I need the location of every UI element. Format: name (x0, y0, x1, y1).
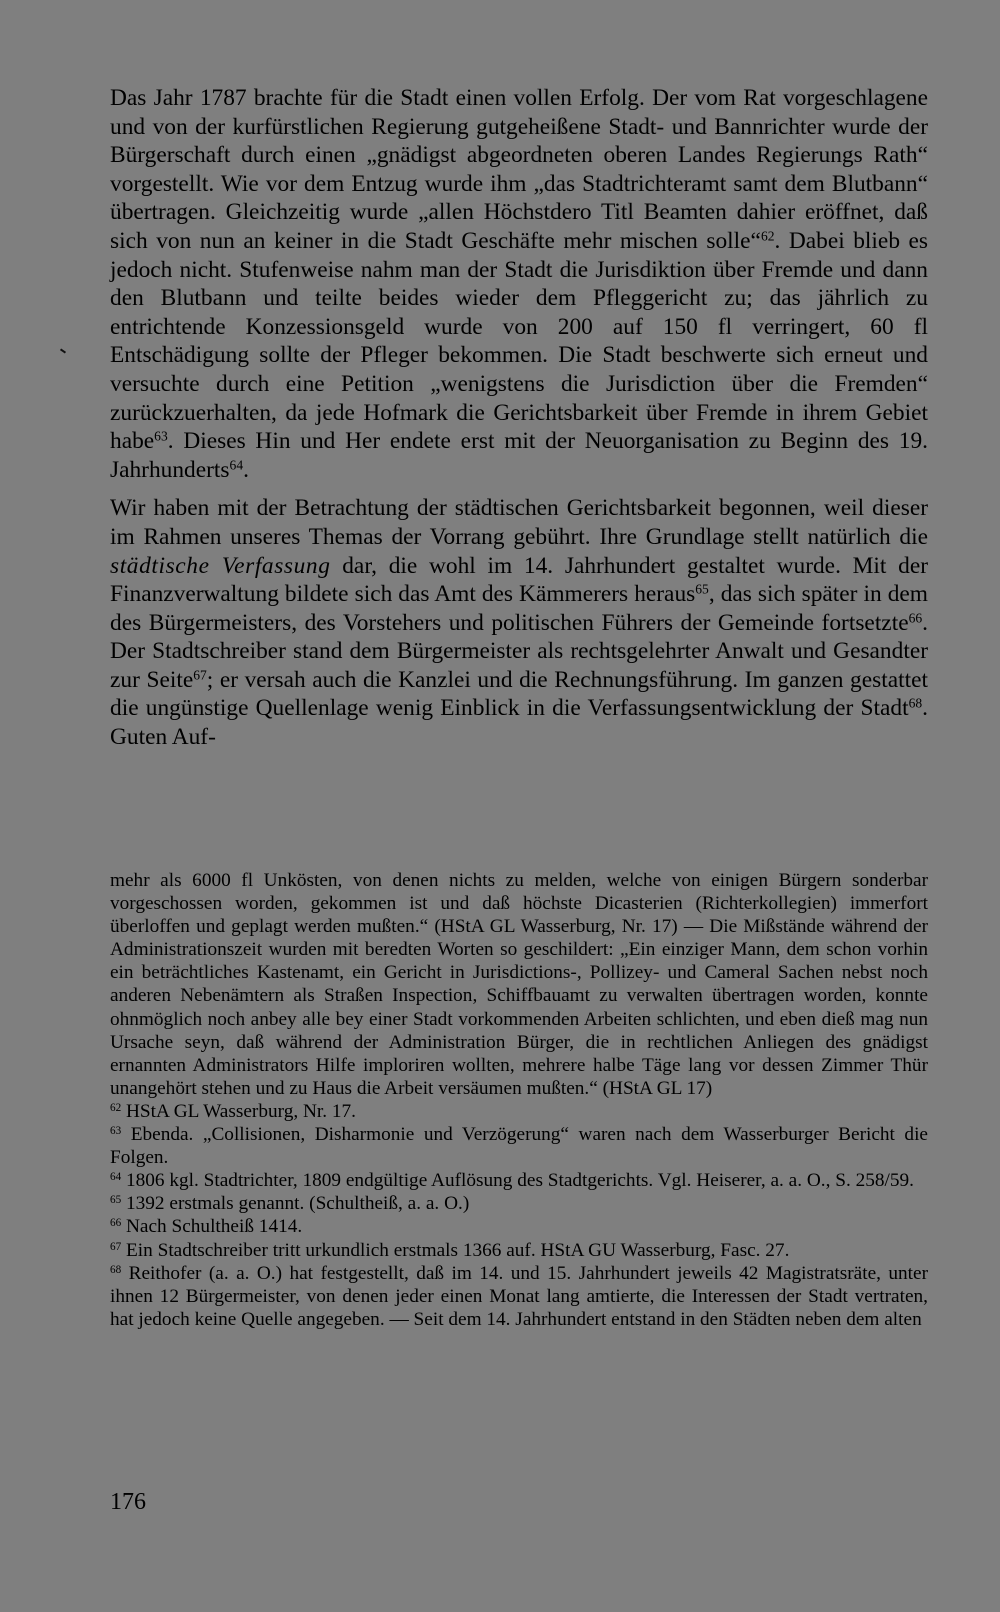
paragraph-2-text-b: dar, die wohl im 14. Jahrhundert gestaltet wurde. Mit der Finanzverwaltung bildete sich das Amt des Kämmerers heraus (110, 552, 928, 608)
paragraph-2-text-c: , das sich später in dem des Bürgermeisters, des Vorstehers und politischen Führers der Gemeinde fortsetzte (110, 581, 928, 636)
footnote-ref-68: 68 (908, 696, 923, 712)
paragraph-2-text-e: ; er versah auch die Kanzlei und die Rechnungsführung. Im ganzen gestattet die ungünstige Quellenlage wenig Einblick in die Verfassungsentwicklung der Stadt (110, 666, 928, 722)
footnote-64 (110, 1169, 928, 1192)
footnote-number: 66 (110, 1217, 122, 1230)
emphasis-staedtische-verfassung: städtische Verfassung (110, 552, 331, 579)
footnote-text: 1392 erstmals genannt. (Schultheiß, a. a. O.) (121, 1193, 470, 1215)
footnote-number: 62 (110, 1101, 122, 1114)
footnote-text: HStA GL Wasserburg, Nr. 17. (121, 1100, 357, 1122)
paragraph-1-text-b: . Dabei blieb es jedoch nicht. Stufenweise nahm man der Stadt die Jurisdiktion über Fremde und dann den Blutbann und teilte beides wieder dem Pfleggericht zu; das jährlich zu entrichtende Konzessionsgeld wurde von 200 auf 150 fl verringert, 60 fl Entschädigung sollte der Pfleger bekommen. Die Stadt beschwerte sich erneut und versuchte durch eine Petition „wenigstens die Jurisdiction über die Fremden“ zurückzuerhalten, da jede Hofmark die Gerichtsbarkeit über Fremde in ihrem Gebiet habe (110, 227, 929, 455)
paragraph-1-text-d: . (243, 456, 249, 483)
page-number: 176 (110, 1489, 146, 1515)
footnote-text: Reithofer (a. a. O.) hat festgestellt, daß im 14. und 15. Jahrhundert jeweils 42 Magistratsräte, unter ihnen 12 Bürgermeister, von denen jeder einen Monat lang amtierte, die Interessen der Stadt vertraten, hat jedoch keine Quelle angegeben. — Seit dem 14. Jahrhundert entstand in den Städten neben dem alten (110, 1262, 928, 1330)
stray-ink-mark (60, 348, 66, 353)
footnote-text: Ein Stadtschreiber tritt urkundlich erstmals 1366 auf. HStA GU Wasserburg, Fasc. 27. (121, 1239, 790, 1261)
footnote-67 (110, 1239, 928, 1262)
paragraph-2-text-d: . Der Stadtschreiber stand dem Bürgermeister als rechtsgelehrter Anwalt und Gesandter zur Seite (110, 609, 928, 693)
footnote-number: 63 (110, 1124, 122, 1137)
footnote-63 (110, 1123, 928, 1169)
footnote-number: 65 (110, 1194, 122, 1207)
footnote-ref-64: 64 (229, 457, 244, 473)
footnote-text: Nach Schultheiß 1414. (121, 1216, 303, 1238)
paragraph-2-text-f: . Guten Auf- (110, 695, 928, 751)
paragraph-1 (110, 84, 928, 484)
footnote-66 (110, 1215, 928, 1238)
paragraph-1-text-a: Das Jahr 1787 brachte für die Stadt einen vollen Erfolg. Der vom Rat vorgeschlagene und von der kurfürstlichen Regierung gutgeheißene Stadt- und Bannrichter wurde der Bürgerschaft durch einen „gnädigst abgeordneten oberen Landes Regierungs Rath“ vorgestellt. Wie vor dem Entzug wurde ihm „das Stadtrichteramt samt dem Blutbann“ übertragen. Gleichzeitig wurde „allen Höchstdero Titl Beamten dahier eröffnet, daß sich von nun an keiner in die Stadt Geschäfte mehr mischen solle“ (110, 85, 928, 254)
paragraph-2 (110, 494, 928, 751)
footnote-ref-65: 65 (695, 581, 709, 597)
footnote-ref-63: 63 (154, 428, 168, 444)
footnotes (110, 869, 928, 1331)
footnote-text: 1806 kgl. Stadtrichter, 1809 endgültige Auflösung des Stadtgerichts. Vgl. Heiserer, a. a. O., S. 258/59. (121, 1170, 914, 1192)
footnote-65 (110, 1192, 928, 1215)
footnote-number: 67 (110, 1240, 122, 1253)
footnote-continuation: mehr als 6000 fl Unkösten, von denen nichts zu melden, welche von einigen Bürgern sonderbar vorgeschossen worden, gekommen ist und daß höchste Dicasterien (Richterkollegien) immerfort überloffen und geplagt werden mußten.“ (HStA GL Wasserburg, Nr. 17) — Die Mißstände während der Administrationszeit wurden mit beredten Worten so geschildert: „Ein einziger Mann, dem schon vorhin ein beträchtliches Kastenamt, ein Gericht in Jurisdictions-, Pollizey- und Cameral Sachen nebst noch anderen Nebenämtern als Straßen Inspection, Schiffbauamt zu verwalten übertragen worden, konnte ohnmöglich noch anbey alle bey einer Stadt vorkommenden Arbeiten schlichten, und eben dieß mag nun Ursache seyn, daß während der Administration Bürger, die in rechtlichen Anliegen des gnädigst ernannten Administrators Hilfe imploriren wollten, mehrere halbe Täge lang vor dessen Zimmer Thür unangehört stehen und zu Haus die Arbeit versäumen mußten.“ (HStA GL 17) (110, 870, 928, 1099)
footnote-ref-66: 66 (908, 610, 923, 626)
footnote-62 (110, 1100, 928, 1123)
paragraph-1-text-c: . Dieses Hin und Her endete erst mit der Neuorganisation zu Beginn des 19. Jahrhunderts (110, 428, 928, 483)
footnote-ref-62: 62 (760, 228, 775, 244)
footnote-68 (110, 1262, 928, 1331)
footnote-text: Ebenda. „Collisionen, Disharmonie und Verzögerung“ waren nach dem Wasserburger Bericht die Folgen. (110, 1124, 928, 1169)
main-text (110, 84, 928, 752)
footnote-number: 68 (110, 1263, 122, 1276)
footnote-ref-67: 67 (193, 667, 207, 683)
paragraph-2-text-a: Wir haben mit der Betrachtung der städtischen Gerichtsbarkeit begonnen, weil dieser im Rahmen unseres Themas der Vorrang gebührt. Ihre Grundlage stellt natürlich die (110, 495, 928, 550)
footnote-number: 64 (110, 1171, 122, 1184)
